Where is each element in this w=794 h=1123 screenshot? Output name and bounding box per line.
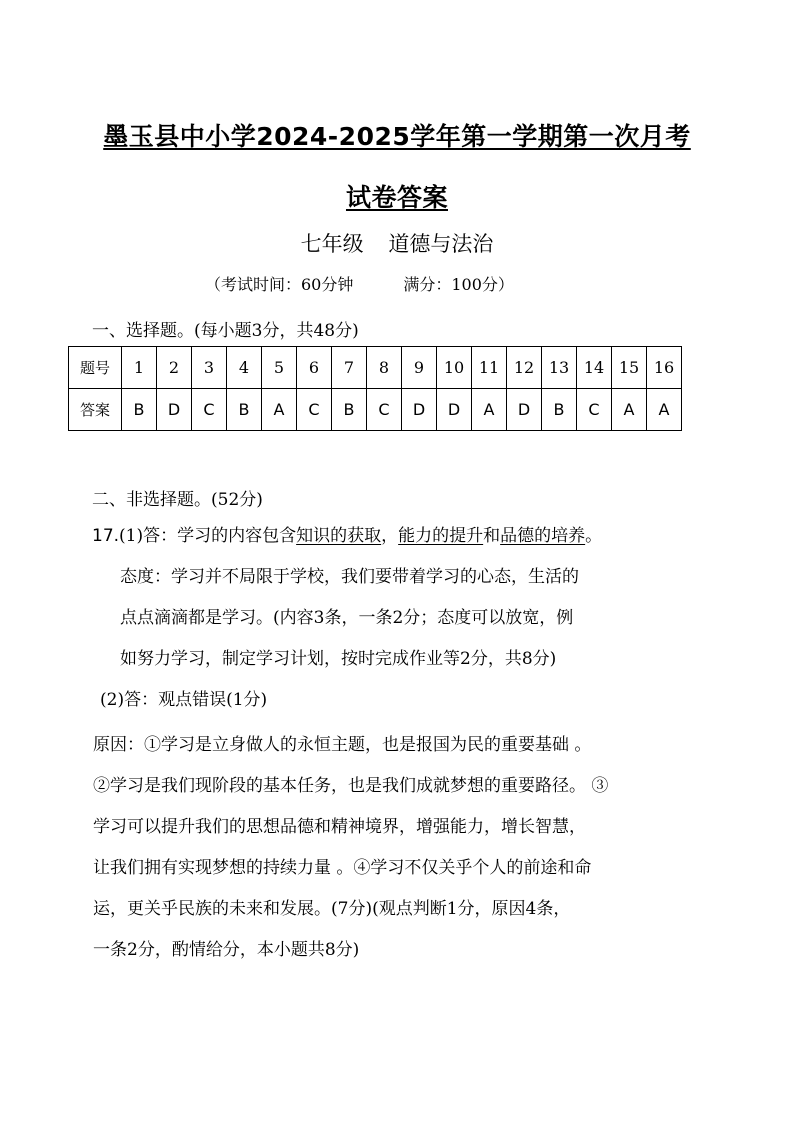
answer-cell: C [577, 389, 612, 431]
question-number-cell: 13 [542, 347, 577, 389]
question-number-cell: 8 [367, 347, 402, 389]
question-number-cell: 4 [227, 347, 262, 389]
exam-info [205, 272, 514, 295]
q17-part1-prefix: (1)答：学习的内容包含 [119, 526, 297, 546]
keyword-ability: 能力的提升 [398, 526, 484, 546]
answer-table [68, 346, 682, 431]
keyword-knowledge: 知识的获取 [296, 526, 382, 546]
page-subtitle: 试卷答案 [345, 183, 448, 212]
q17-part1-line2: 态度：学习并不局限于学校，我们要带着学习的心态，生活的 [120, 567, 579, 587]
question-number-cell: 2 [157, 347, 192, 389]
question-number-cell: 15 [612, 347, 647, 389]
question-number-cell: 9 [402, 347, 437, 389]
q17-part1-line3: 点点滴滴都是学习。(内容3条，一条2分；态度可以放宽，例 [120, 608, 574, 628]
reason-line-1: 原因：①学习是立身做人的永恒主题，也是报国为民的重要基础 。 [93, 735, 592, 755]
question-number-cell: 7 [332, 347, 367, 389]
grade-subject [0, 228, 794, 258]
page-title: 墨玉县中小学2024-2025学年第一学期第一次月考 [103, 122, 691, 151]
section-1-heading: 一、选择题。(每小题3分，共48分) [92, 321, 359, 341]
answer-cell: B [227, 389, 262, 431]
question-number-cell: 16 [647, 347, 682, 389]
table-row-numbers [69, 347, 682, 389]
answer-cell: B [542, 389, 577, 431]
question-number-cell: 1 [122, 347, 157, 389]
answer-cell: D [437, 389, 472, 431]
q17-part1-line4: 如努力学习，制定学习计划，按时完成作业等2分，共8分) [120, 649, 557, 669]
question-number-cell: 14 [577, 347, 612, 389]
answer-cell: C [192, 389, 227, 431]
table-row-answers [69, 389, 682, 431]
answer-cell: D [157, 389, 192, 431]
question-number: 17. [92, 526, 120, 546]
q17-part1-line1 [92, 528, 602, 545]
section-2-heading: 二、非选择题。(52分) [92, 490, 263, 510]
q17-part2-line1: (2)答：观点错误(1分) [100, 690, 268, 710]
answer-cell: D [507, 389, 542, 431]
reason-line-6: 一条2分，酌情给分，本小题共8分) [93, 940, 360, 960]
answer-cell: C [367, 389, 402, 431]
question-number-cell: 6 [297, 347, 332, 389]
separator: 。 [585, 526, 603, 546]
separator: ， [381, 526, 399, 546]
reason-line-3: 学习可以提升我们的思想品德和精神境界，增强能力，增长智慧， [93, 817, 586, 837]
answer-cell: A [612, 389, 647, 431]
answer-cell: A [647, 389, 682, 431]
question-number-cell: 3 [192, 347, 227, 389]
question-number-cell: 12 [507, 347, 542, 389]
question-number-cell: 11 [472, 347, 507, 389]
answer-cell: A [262, 389, 297, 431]
question-number-cell: 10 [437, 347, 472, 389]
grade-label: 七年级 [300, 232, 364, 256]
keyword-morality: 品德的培养 [500, 526, 586, 546]
subject-label: 道德与法治 [388, 232, 494, 256]
answer-cell: A [472, 389, 507, 431]
answer-cell: D [402, 389, 437, 431]
answer-cell: B [122, 389, 157, 431]
answer-cell: C [297, 389, 332, 431]
reason-line-4: 让我们拥有实现梦想的持续力量 。④学习不仅关乎个人的前途和命 [93, 858, 592, 878]
row-label-number: 题号 [69, 347, 122, 389]
row-label-answer: 答案 [69, 389, 122, 431]
reason-line-2: ②学习是我们现阶段的基本任务，也是我们成就梦想的重要路径。 ③ [93, 776, 609, 796]
separator: 和 [483, 526, 501, 546]
question-number-cell: 5 [262, 347, 297, 389]
reason-line-5: 运，更关乎民族的未来和发展。(7分)(观点判断1分，原因4条， [93, 899, 571, 919]
exam-time: （考试时间：60分钟 [205, 275, 354, 294]
answer-cell: B [332, 389, 367, 431]
full-score: 满分：100分） [403, 275, 514, 294]
